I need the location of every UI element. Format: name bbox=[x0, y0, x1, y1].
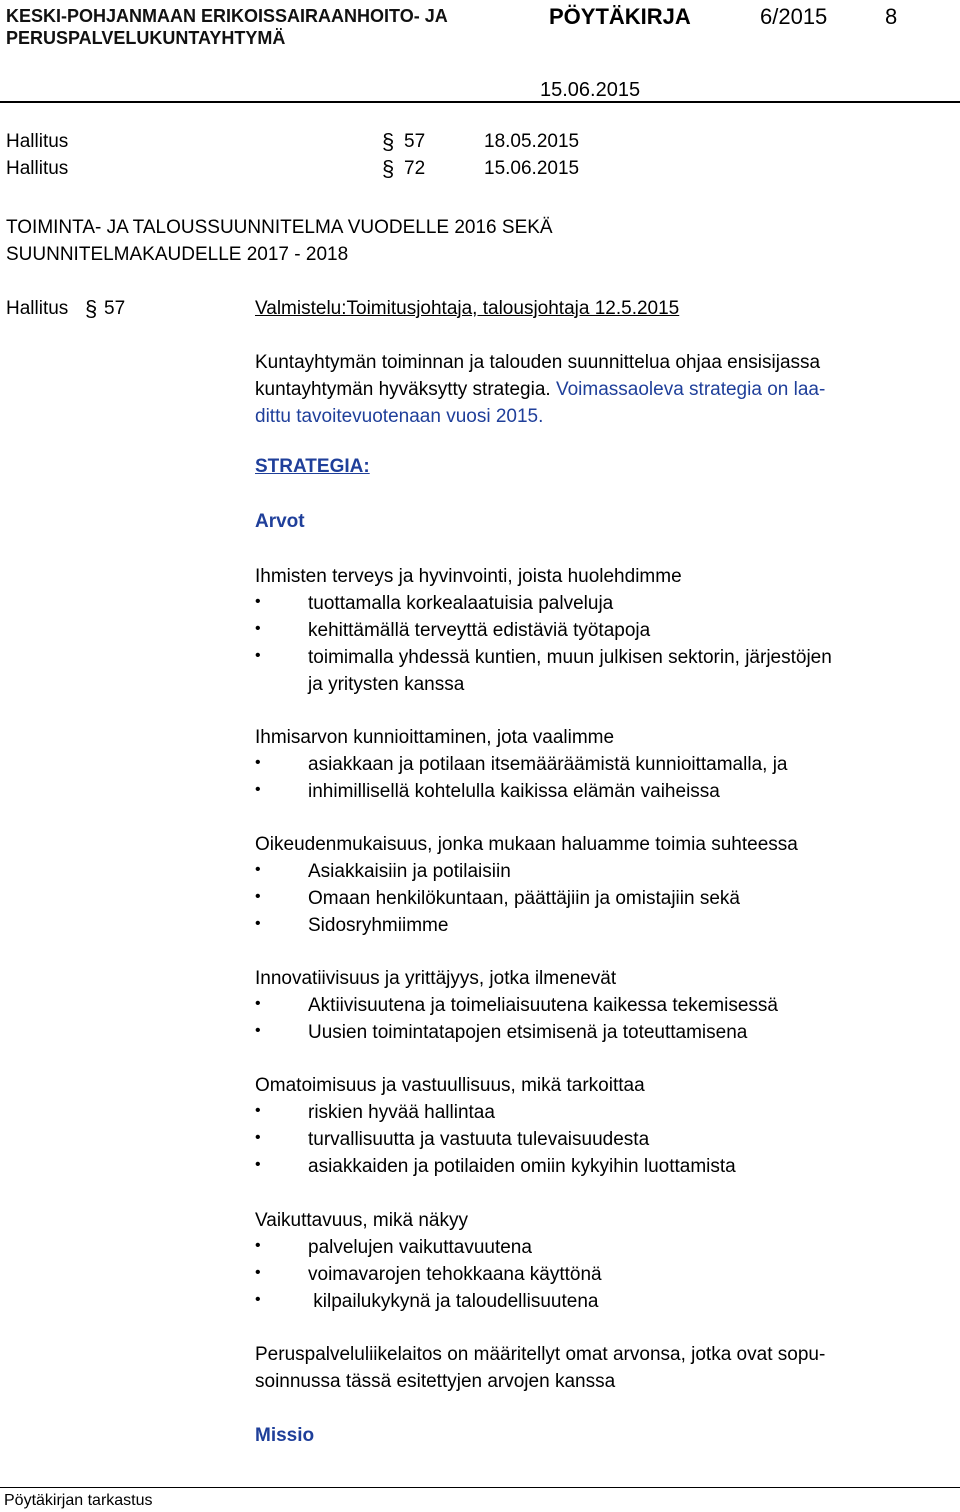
history-number-2: 72 bbox=[404, 158, 426, 179]
value-item: turvallisuutta ja vastuuta tulevaisuudesta bbox=[308, 1129, 650, 1150]
intro-line3: dittu tavoitevuotenaan vuosi 2015. bbox=[255, 406, 544, 427]
value-item: palvelujen vaikuttavuutena bbox=[308, 1237, 532, 1258]
history-body-2: Hallitus bbox=[6, 158, 69, 179]
history-date-2: 15.06.2015 bbox=[484, 158, 580, 179]
value-item: Asiakkaisiin ja potilaisiin bbox=[308, 861, 511, 882]
doc-number: 6/2015 bbox=[760, 4, 828, 29]
bullet-icon: • bbox=[255, 915, 261, 932]
history-body-1: Hallitus bbox=[6, 131, 69, 152]
bullet-icon: • bbox=[255, 1291, 261, 1308]
intro-line2 bbox=[255, 379, 825, 401]
intro-line2-start: kuntayhtymän hyväksytty strategia. bbox=[255, 379, 551, 400]
value-item-continuation: ja yritysten kanssa bbox=[308, 674, 465, 695]
value-item: riskien hyvää hallintaa bbox=[308, 1102, 495, 1123]
bullet-icon: • bbox=[255, 1129, 261, 1146]
document-title-line2: SUUNNITELMAKAUDELLE 2017 - 2018 bbox=[6, 244, 349, 265]
value-item: kilpailukykynä ja taloudellisuutena bbox=[308, 1291, 599, 1312]
section-icon: § bbox=[382, 129, 395, 154]
bullet-icon: • bbox=[255, 861, 261, 878]
org-name-line1: KESKI-POHJANMAAN ERIKOISSAIRAANHOITO- JA bbox=[6, 6, 448, 26]
doc-type: PÖYTÄKIRJA bbox=[549, 4, 691, 29]
section-icon: § bbox=[85, 296, 98, 321]
value-item: toimimalla yhdessä kuntien, muun julkisen sektorin, järjestöjen bbox=[308, 647, 832, 668]
bullet-icon: • bbox=[255, 888, 261, 905]
section-icon: § bbox=[382, 156, 395, 181]
item-number: 57 bbox=[104, 298, 126, 319]
value-group-lead: Oikeudenmukaisuus, jonka mukaan haluamme toimia suhteessa bbox=[255, 834, 798, 855]
intro-line2-end: Voimassaoleva strategia on laa- bbox=[550, 379, 826, 400]
value-group-lead: Omatoimisuus ja vastuullisuus, mikä tarkoittaa bbox=[255, 1075, 645, 1096]
bullet-icon: • bbox=[255, 620, 261, 637]
mission-heading: Missio bbox=[255, 1425, 315, 1446]
bullet-icon: • bbox=[255, 781, 261, 798]
org-name-line2: PERUSPALVELUKUNTAYHTYMÄ bbox=[6, 28, 286, 48]
item-body: Hallitus bbox=[6, 298, 69, 319]
bullet-icon: • bbox=[255, 593, 261, 610]
values-heading: Arvot bbox=[255, 511, 305, 532]
footer-rule bbox=[0, 1487, 960, 1488]
closing-line2: soinnussa tässä esitettyjen arvojen kanssa bbox=[255, 1371, 616, 1392]
footer-label: Pöytäkirjan tarkastus bbox=[4, 1492, 153, 1509]
bullet-icon: • bbox=[255, 1237, 261, 1254]
bullet-icon: • bbox=[255, 1102, 261, 1119]
value-item: inhimillisellä kohtelulla kaikissa elämän vaiheissa bbox=[308, 781, 720, 802]
bullet-icon: • bbox=[255, 1022, 261, 1039]
value-item: Aktiivisuutena ja toimeliaisuutena kaikessa tekemisessä bbox=[308, 995, 778, 1016]
value-item: Omaan henkilökuntaan, päättäjiin ja omistajiin sekä bbox=[308, 888, 740, 909]
bullet-icon: • bbox=[255, 1264, 261, 1281]
bullet-icon: • bbox=[255, 754, 261, 771]
bullet-icon: • bbox=[255, 995, 261, 1012]
value-group-lead: Ihmisarvon kunnioittaminen, jota vaalimme bbox=[255, 727, 615, 748]
value-group-lead: Vaikuttavuus, mikä näkyy bbox=[255, 1210, 468, 1231]
strategy-heading: STRATEGIA: bbox=[255, 456, 370, 477]
document-title-line1: TOIMINTA- JA TALOUSSUUNNITELMA VUODELLE 2016 SEKÄ bbox=[6, 217, 553, 238]
value-item: asiakkaan ja potilaan itsemääräämistä kunnioittamalla, ja bbox=[308, 754, 788, 775]
value-item: voimavarojen tehokkaana käyttönä bbox=[308, 1264, 602, 1285]
value-item: asiakkaiden ja potilaiden omiin kykyihin luottamista bbox=[308, 1156, 736, 1177]
history-number-1: 57 bbox=[404, 131, 426, 152]
closing-line1: Peruspalveluliikelaitos on määritellyt omat arvonsa, jotka ovat sopu- bbox=[255, 1344, 826, 1365]
value-item: kehittämällä terveyttä edistäviä työtapoja bbox=[308, 620, 651, 641]
history-date-1: 18.05.2015 bbox=[484, 131, 580, 152]
meeting-date: 15.06.2015 bbox=[540, 79, 641, 101]
page-number: 8 bbox=[885, 4, 898, 29]
value-item: Uusien toimintatapojen etsimisenä ja toteuttamisena bbox=[308, 1022, 748, 1043]
value-item: Sidosryhmiimme bbox=[308, 915, 449, 936]
value-item: tuottamalla korkealaatuisia palveluja bbox=[308, 593, 614, 614]
header-rule bbox=[0, 101, 960, 103]
bullet-icon: • bbox=[255, 1156, 261, 1173]
preparation-note: Valmistelu:Toimitusjohtaja, talousjohtaja 12.5.2015 bbox=[255, 298, 680, 319]
bullet-icon: • bbox=[255, 647, 261, 664]
intro-line1: Kuntayhtymän toiminnan ja talouden suunnittelua ohjaa ensisijassa bbox=[255, 352, 821, 373]
value-group-lead: Innovatiivisuus ja yrittäjyys, jotka ilmenevät bbox=[255, 968, 617, 989]
value-group-lead: Ihmisten terveys ja hyvinvointi, joista huolehdimme bbox=[255, 566, 682, 587]
